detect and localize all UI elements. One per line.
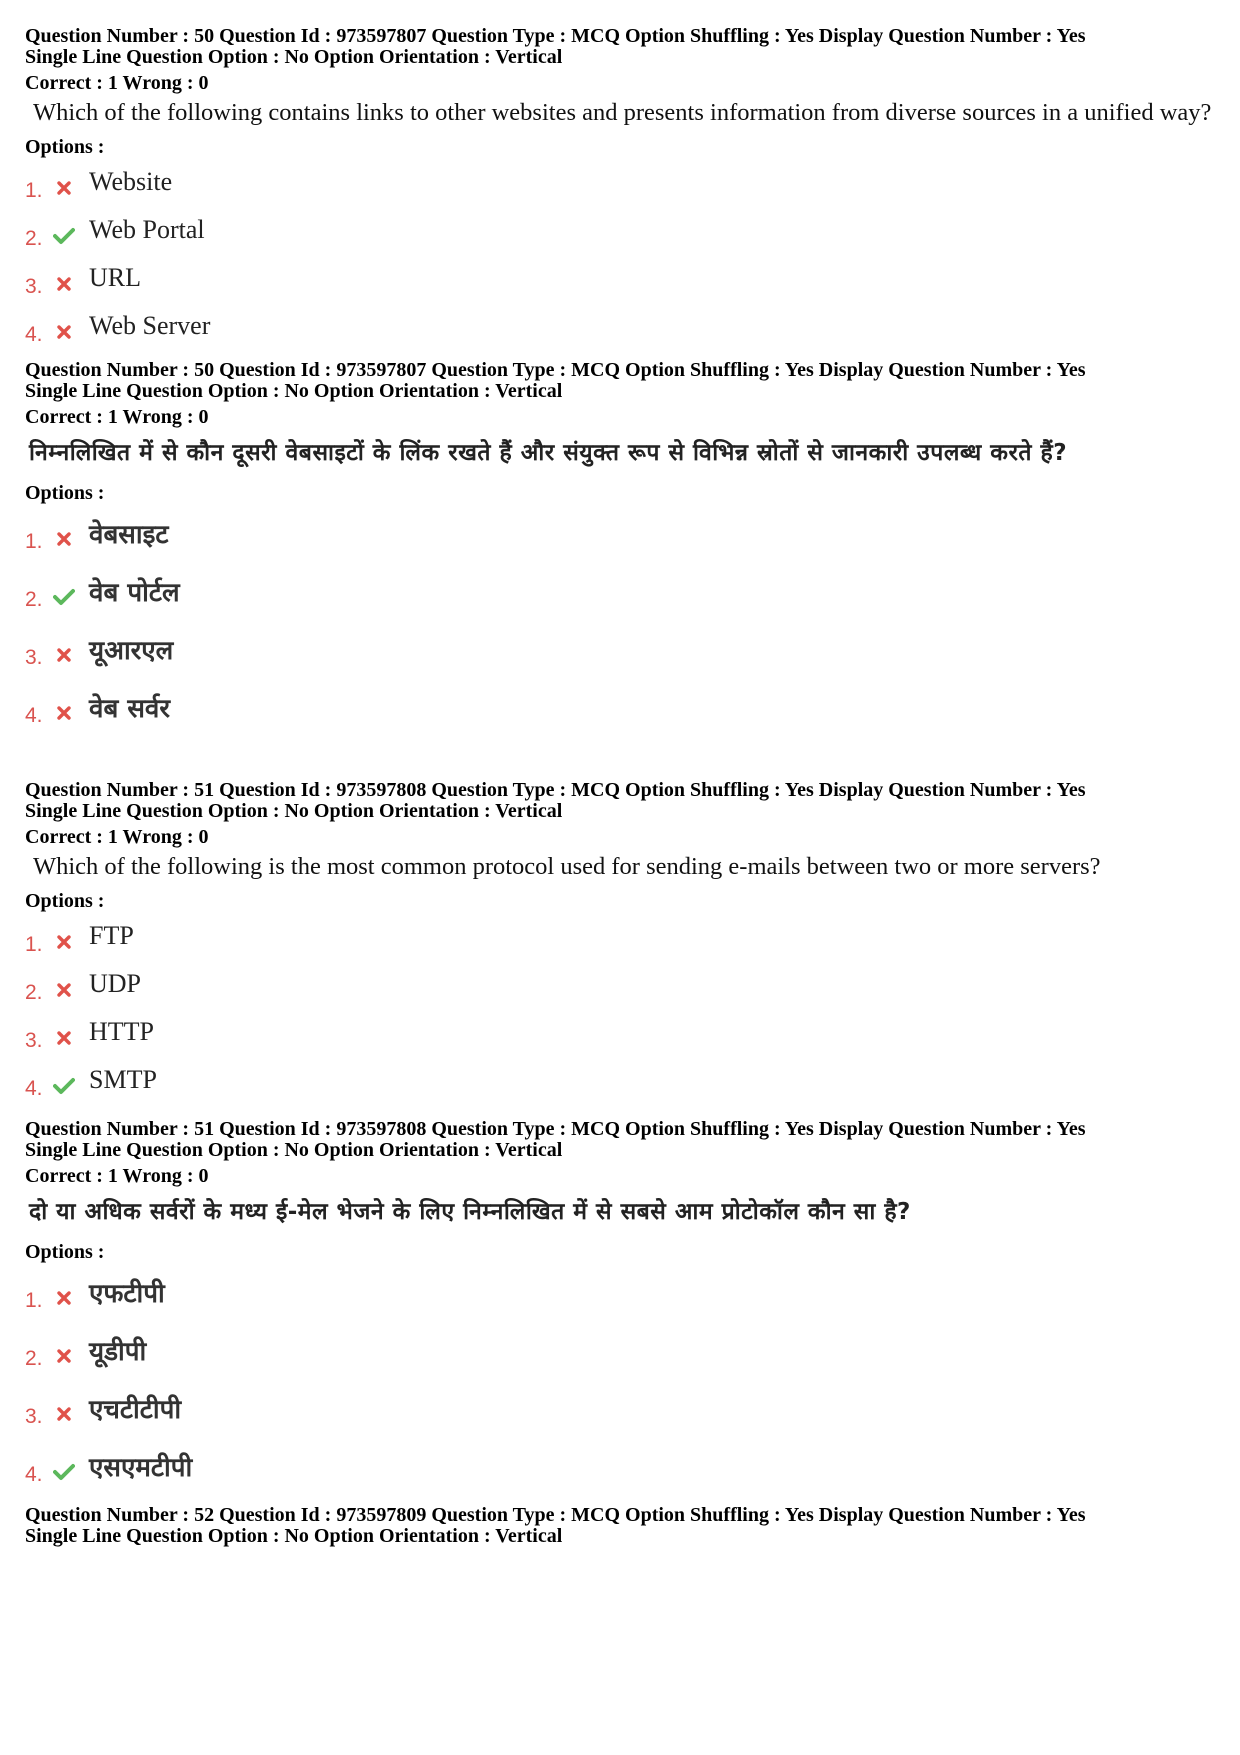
option-number: 2.	[25, 227, 43, 250]
option-number: 1.	[25, 1289, 43, 1312]
option-item	[25, 1008, 1220, 1056]
option-text: SMTP	[89, 1065, 157, 1094]
option-number: 4.	[25, 1463, 43, 1486]
options-label: Options :	[25, 1241, 105, 1263]
option-text: UDP	[89, 969, 142, 998]
cross-icon	[51, 1013, 77, 1051]
option-number: 1.	[25, 179, 43, 202]
option-item	[25, 206, 1220, 254]
option-text: URL	[89, 263, 141, 292]
check-icon	[51, 1061, 77, 1099]
cross-icon	[51, 307, 77, 345]
option-text: वेबसाइट	[89, 520, 169, 550]
option-text: यूडीपी	[89, 1337, 147, 1367]
option-item	[25, 1056, 1220, 1104]
cross-icon	[51, 163, 77, 201]
option-text: FTP	[89, 921, 134, 950]
meta-line: Single Line Question Option : No Option Orientation : Vertical	[25, 1139, 563, 1161]
question-block	[25, 360, 1220, 780]
meta-line: Question Number : 51 Question Id : 973597808 Question Type : MCQ Option Shuffling : Yes Display Question Number : Yes	[25, 779, 1086, 801]
option-number: 3.	[25, 1405, 43, 1428]
option-text: एफटीपी	[89, 1279, 165, 1309]
option-item	[25, 960, 1220, 1008]
meta-line: Question Number : 51 Question Id : 973597808 Question Type : MCQ Option Shuffling : Yes Display Question Number : Yes	[25, 1118, 1086, 1140]
meta-line: Single Line Question Option : No Option Orientation : Vertical	[25, 46, 563, 68]
option-number: 3.	[25, 646, 43, 669]
check-icon	[51, 211, 77, 249]
question-meta	[25, 360, 1220, 402]
option-item	[25, 1379, 1220, 1437]
marks-info: Correct : 1 Wrong : 0	[25, 1165, 209, 1187]
option-text: वेब सर्वर	[89, 694, 171, 724]
question-meta	[25, 1119, 1220, 1161]
cross-icon	[51, 965, 77, 1003]
question-block	[25, 1505, 1220, 1547]
question-paper	[25, 26, 1220, 1547]
check-icon	[51, 1447, 77, 1485]
option-number: 4.	[25, 323, 43, 346]
question-meta	[25, 26, 1220, 68]
option-item	[25, 1437, 1220, 1495]
question-meta	[25, 1505, 1220, 1547]
cross-icon	[51, 688, 77, 726]
cross-icon	[51, 514, 77, 552]
option-item	[25, 678, 1220, 736]
options-list	[25, 912, 1220, 1104]
option-number: 2.	[25, 588, 43, 611]
option-item	[25, 1263, 1220, 1321]
option-number: 3.	[25, 1029, 43, 1052]
option-item	[25, 912, 1220, 960]
option-text: Website	[89, 167, 173, 196]
question-text: Which of the following contains links to other websites and presents information from diverse sources in a unified way?	[33, 99, 1212, 126]
option-item	[25, 302, 1220, 350]
check-icon	[51, 572, 77, 610]
meta-line: Single Line Question Option : No Option Orientation : Vertical	[25, 380, 563, 402]
option-item	[25, 562, 1220, 620]
question-text: दो या अधिक सर्वरों के मध्य ई-मेल भेजने के लिए निम्नलिखित में से सबसे आम प्रोटोकॉल कौन सा है?	[29, 1199, 911, 1225]
marks-info: Correct : 1 Wrong : 0	[25, 72, 209, 94]
options-label: Options :	[25, 136, 105, 158]
option-text: HTTP	[89, 1017, 154, 1046]
question-block	[25, 26, 1220, 360]
option-number: 2.	[25, 1347, 43, 1370]
marks-info: Correct : 1 Wrong : 0	[25, 406, 209, 428]
question-text: निम्नलिखित में से कौन दूसरी वेबसाइटों के लिंक रखते हैं और संयुक्त रूप से विभिन्न स्रोतों से जानकारी उपलब्ध करते हैं?	[29, 440, 1068, 466]
options-list	[25, 1263, 1220, 1495]
options-list	[25, 504, 1220, 736]
option-number: 1.	[25, 530, 43, 553]
meta-line: Question Number : 50 Question Id : 973597807 Question Type : MCQ Option Shuffling : Yes Display Question Number : Yes	[25, 359, 1086, 381]
option-text: Web Portal	[89, 215, 205, 244]
option-number: 4.	[25, 704, 43, 727]
cross-icon	[51, 630, 77, 668]
options-label: Options :	[25, 482, 105, 504]
meta-line: Single Line Question Option : No Option Orientation : Vertical	[25, 1525, 563, 1547]
options-label: Options :	[25, 890, 105, 912]
option-item	[25, 158, 1220, 206]
option-text: एचटीटीपी	[89, 1395, 182, 1425]
options-list	[25, 158, 1220, 350]
question-text: Which of the following is the most common protocol used for sending e-mails between two or more servers?	[33, 853, 1101, 880]
question-block	[25, 780, 1220, 1119]
cross-icon	[51, 259, 77, 297]
marks-info: Correct : 1 Wrong : 0	[25, 826, 209, 848]
meta-line: Single Line Question Option : No Option Orientation : Vertical	[25, 800, 563, 822]
option-item	[25, 620, 1220, 678]
cross-icon	[51, 1273, 77, 1311]
option-number: 3.	[25, 275, 43, 298]
meta-line: Question Number : 50 Question Id : 973597807 Question Type : MCQ Option Shuffling : Yes Display Question Number : Yes	[25, 25, 1086, 47]
option-text: एसएमटीपी	[89, 1453, 193, 1483]
option-text: Web Server	[89, 311, 211, 340]
cross-icon	[51, 1389, 77, 1427]
cross-icon	[51, 917, 77, 955]
option-item	[25, 504, 1220, 562]
cross-icon	[51, 1331, 77, 1369]
option-number: 1.	[25, 933, 43, 956]
option-number: 2.	[25, 981, 43, 1004]
option-text: यूआरएल	[89, 636, 174, 666]
option-item	[25, 1321, 1220, 1379]
option-item	[25, 254, 1220, 302]
option-text: वेब पोर्टल	[89, 578, 180, 608]
meta-line: Question Number : 52 Question Id : 973597809 Question Type : MCQ Option Shuffling : Yes Display Question Number : Yes	[25, 1504, 1086, 1526]
option-number: 4.	[25, 1077, 43, 1100]
question-block	[25, 1119, 1220, 1505]
question-meta	[25, 780, 1220, 822]
